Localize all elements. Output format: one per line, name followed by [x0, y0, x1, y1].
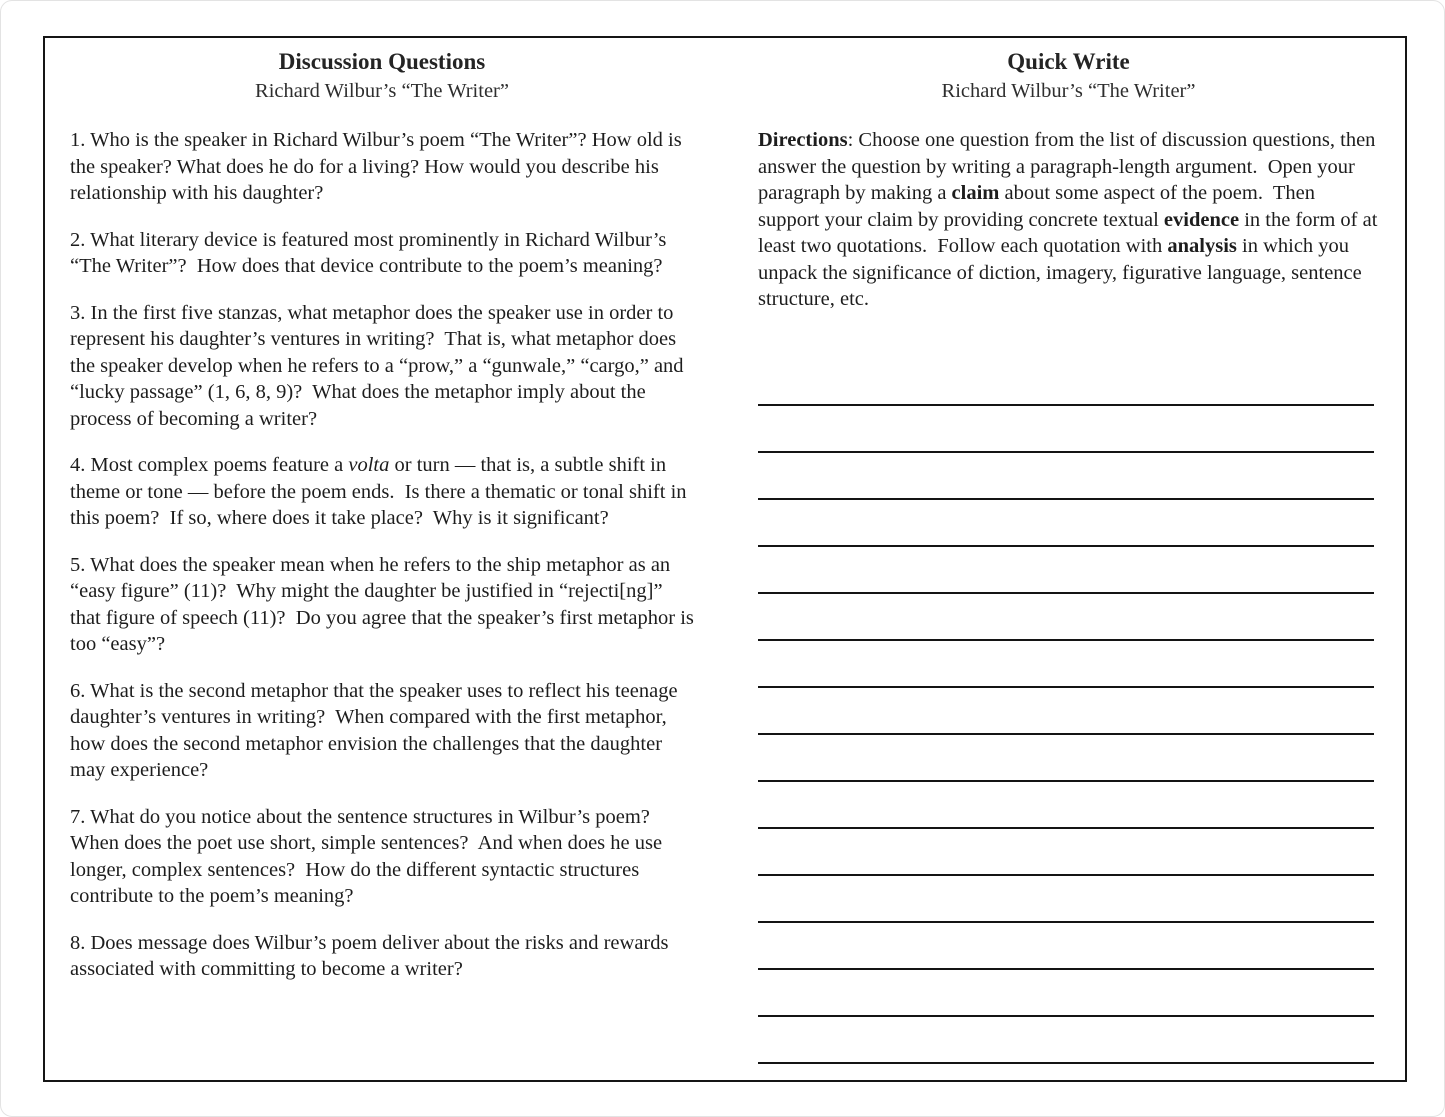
text-segment: 3. In the first five stanzas, what metaphor does the speaker use in order to represent his daughter’s ventures in writing? That is, what metaphor does the speaker develop when he refers to a “prow,” a “gunwale,” “cargo,” and “lucky passage” (1, 6, 8, 9)? What does the metaphor imply about the process of becoming a writer?: [70, 301, 689, 430]
question-2: [70, 227, 694, 280]
text-segment: : Choose one question from the list of discussion questions, then answer the question by writing a paragraph-length argument. Open your paragraph by making a: [758, 129, 1381, 204]
writing-line: [758, 404, 1374, 406]
question-8: [70, 930, 694, 983]
text-segment: 5. What does the speaker mean when he refers to the ship metaphor as an “easy figure” (11)? Why might the daughter be justified in “rejecti[ng]” that figure of speech (11)? Do you agree that the speaker’s first metaphor is too “easy”?: [70, 553, 700, 655]
text-segment: 7. What do you notice about the sentence structures in Wilbur’s poem? When does the poet use short, simple sentences? And when does he use longer, complex sentences? How do the different syntactic structures contribute to the poem’s meaning?: [70, 805, 668, 907]
quickwrite-subtitle: Richard Wilbur’s “The Writer”: [941, 80, 1196, 102]
text-segment: analysis: [1167, 235, 1237, 257]
writing-lines: [758, 404, 1374, 1064]
question-5: [70, 552, 700, 658]
quickwrite-title: Quick Write: [1007, 49, 1130, 74]
text-segment: in the form of at least two quotations. Follow each quotation with: [758, 208, 1383, 257]
question-6: [70, 678, 694, 784]
writing-line: [758, 780, 1374, 782]
text-segment: 6. What is the second metaphor that the speaker uses to reflect his teenage daughter’s ventures in writing? When compared with the first metaphor, how does the second metaphor envision the challenges that the daughter may experience?: [70, 679, 683, 781]
writing-line: [758, 451, 1374, 453]
text-segment: in which you unpack the significance of diction, imagery, figurative language, sentence structure, etc.: [758, 235, 1367, 310]
writing-line: [758, 733, 1374, 735]
discussion-column: [70, 47, 700, 1003]
text-segment: 4. Most complex poems feature a: [70, 454, 349, 476]
writing-line: [758, 1015, 1374, 1017]
discussion-questions-list: [70, 127, 700, 983]
text-segment: 1. Who is the speaker in Richard Wilbur’s poem “The Writer”? How old is the speaker? What does he do for a living? How would you describe his relationship with his daughter?: [70, 129, 687, 204]
discussion-subtitle: Richard Wilbur’s “The Writer”: [255, 80, 509, 102]
writing-line: [758, 827, 1374, 829]
discussion-title: Discussion Questions: [278, 49, 486, 74]
text-segment: or turn — that is, a subtle shift in theme or tone — before the poem ends. Is there a thematic or tonal shift in this poem? If so, where does it take place? Why is it significant?: [70, 454, 692, 529]
text-segment: evidence: [1163, 208, 1240, 231]
text-segment: about some aspect of the poem. Then support your claim by providing concrete textual: [758, 182, 1321, 231]
text-segment: volta: [348, 454, 390, 476]
text-segment: Directions: [758, 129, 848, 151]
question-1: [70, 127, 694, 207]
text-segment: 8. Does message does Wilbur’s poem deliver about the risks and rewards associated with committing to become a writer?: [70, 931, 674, 980]
writing-line: [758, 592, 1374, 594]
question-4: [70, 452, 694, 532]
question-3: [70, 300, 694, 433]
question-7: [70, 804, 694, 910]
writing-line: [758, 874, 1374, 876]
writing-line: [758, 545, 1374, 547]
writing-line: [758, 968, 1374, 970]
writing-line: [758, 498, 1374, 500]
quickwrite-column: [758, 47, 1383, 313]
writing-line: [758, 686, 1374, 688]
text-segment: 2. What literary device is featured most prominently in Richard Wilbur’s “The Writer”? How does that device contribute to the poem’s meaning?: [70, 228, 672, 277]
writing-line: [758, 921, 1374, 923]
writing-line: [758, 1062, 1374, 1064]
text-segment: claim: [951, 182, 1000, 204]
directions-paragraph: [758, 127, 1383, 313]
writing-line: [758, 639, 1374, 641]
